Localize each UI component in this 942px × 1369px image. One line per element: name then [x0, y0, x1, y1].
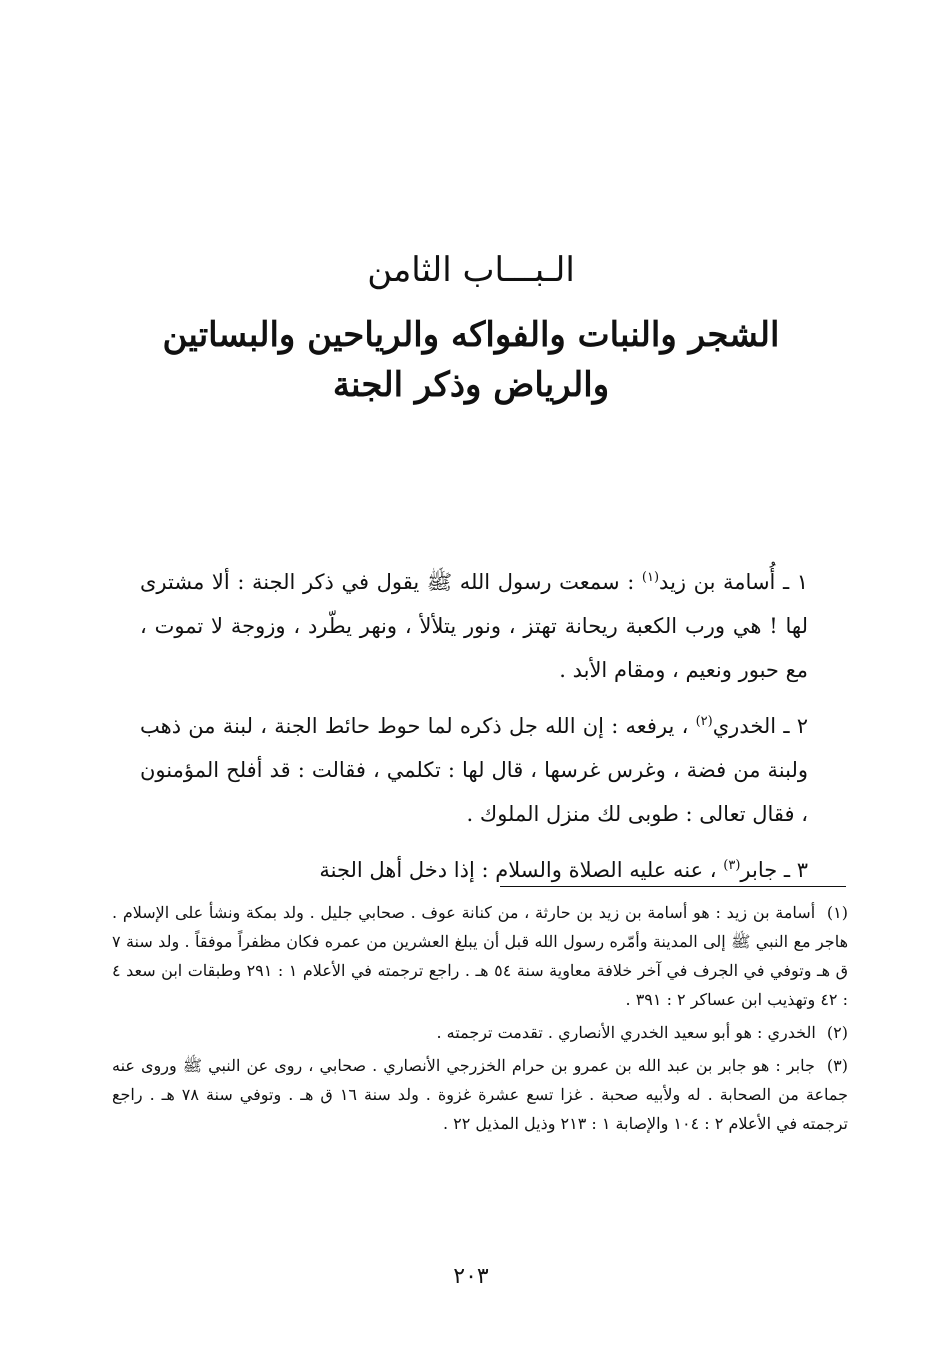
- entry-narrator: جابر: [740, 858, 778, 882]
- main-text: [140, 560, 808, 904]
- entry-text: ، عنه عليه الصلاة والسلام : إذا دخل أهل الجنة: [319, 858, 717, 882]
- footnote-reference[interactable]: (٣): [723, 858, 741, 873]
- entry-narrator: الخدري: [712, 714, 777, 738]
- chapter-heading: الـبـــاب الثامن: [367, 250, 575, 290]
- footnote-marker: (٣): [826, 1056, 849, 1075]
- chapter-title: الشجر والنبات والفواكه والرياحين والبساتين والرياض وذكر الجنة: [162, 315, 780, 405]
- footnote-1: [112, 898, 848, 1014]
- page-number: ٢٠٣: [453, 1264, 489, 1289]
- footnote-text: أسامة بن زيد : هو أسامة بن زيد بن حارثة ، من كنانة عوف . صحابي جليل . ولد بمكة ونشأ على الإسلام . هاجر مع النبي ﷺ إلى المدينة وأمّره رسول الله قبل أن يبلغ العشرين من عمره فكان مظفراً موفقاً . ولد سنة ٧ ق هـ وتوفي في الجرف في آخر خلافة معاوية سنة ٥٤ هـ . راجع ترجمته في الأعلام ١ : ٢٩١ وطبقات ابن سعد ٤ : ٤٢ وتهذيب ابن عساكر ٢ : ٣٩١ .: [112, 903, 849, 1009]
- entry-narrator: أُسامة بن زيد: [659, 570, 776, 594]
- entry-number: ١ ـ: [782, 570, 809, 594]
- footnote-marker: (٢): [826, 1023, 848, 1042]
- footnote-marker: (١): [826, 903, 848, 922]
- entry-number: ٣ ـ: [783, 858, 808, 882]
- entry-text: : سمعت رسول الله ﷺ يقول في ذكر الجنة : ألا مشترى لها ! هي ورب الكعبة ريحانة تهتز ، ونور يتلألأ ، ونهر يطّرد ، وزوجة لا تموت ، مع حبور ونعيم ، ومقام الأبد .: [140, 570, 808, 682]
- entry-2: [140, 704, 808, 836]
- footnote-text: جابر : هو جابر بن عبد الله بن عمرو بن حرام الخزرجي الأنصاري . صحابي ، روى عن النبي ﷺ وروى عنه جماعة من الصحابة . له ولأبيه صحبة . غزا تسع عشرة غزوة . ولد سنة ١٦ ق هـ . وتوفي سنة ٧٨ هـ . راجع ترجمته في الأعلام ٢ : ١٠٤ والإصابة ١ : ٢١٣ وذيل المذيل ٢٢ .: [112, 1056, 849, 1133]
- footnote-reference[interactable]: (١): [641, 570, 660, 585]
- entry-text: ، يرفعه : إن الله جل ذكره لما حوط حائط الجنة ، لبنة من ذهب ولبنة من فضة ، وغرس غرسها ، قال لها : تكلمي ، فقالت : قد أفلح المؤمنون ، فقال تعالى : طوبى لك منزل الملوك .: [140, 714, 808, 826]
- footnotes: [112, 898, 848, 1142]
- footnote-2: [112, 1018, 848, 1047]
- entry-1: [140, 560, 808, 692]
- footnote-text: الخدري : هو أبو سعيد الخدري الأنصاري . تقدمت ترجمته .: [436, 1023, 816, 1042]
- entry-number: ٢ ـ: [783, 714, 808, 738]
- footnote-reference[interactable]: (٢): [695, 714, 713, 729]
- footnote-3: [112, 1051, 848, 1138]
- footnote-divider: [500, 886, 846, 887]
